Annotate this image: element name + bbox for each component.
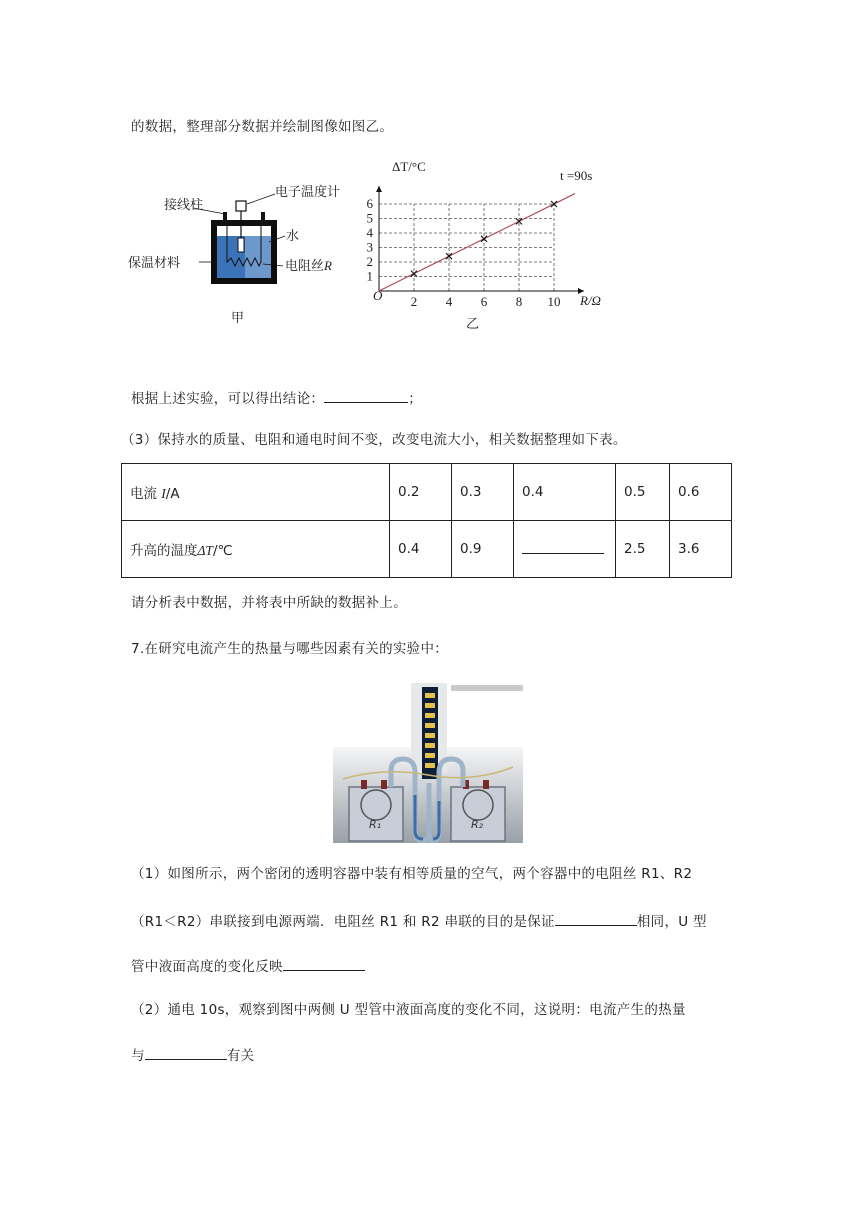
q7-2-blank[interactable]	[145, 1046, 227, 1060]
q7-1-line3-text: 管中液面高度的变化反映	[131, 959, 283, 975]
container-right	[451, 787, 505, 841]
table-row	[122, 521, 732, 578]
table-cell: 0.2	[390, 464, 452, 521]
table-cell: 2.5	[616, 521, 670, 578]
table-row1-label: 电流 I/A	[122, 464, 390, 521]
q7-1-line2-text-b: 相同，U 型	[636, 914, 707, 930]
table-row	[122, 464, 732, 521]
label-resistor: 电阻丝	[285, 259, 325, 274]
q7-1-line2	[131, 912, 707, 931]
q7-1-line1: （1）如图所示，两个密闭的透明容器中装有相等质量的空气，两个容器中的电阻丝 R1、R2	[131, 866, 693, 882]
table-cell: 0.6	[670, 464, 732, 521]
x-tick-label: 10	[547, 294, 561, 309]
table-cell: 0.4	[390, 521, 452, 578]
q7-1-line2-text-a: （R1＜R2）串联接到电源两端．电阻丝 R1 和 R2 串联的目的是保证	[131, 914, 555, 930]
label-resistor-symbol: R	[324, 258, 332, 273]
table-note: 请分析表中数据，并将表中所缺的数据补上。	[131, 595, 407, 611]
q7-2-line2-text-b: 有关	[226, 1048, 255, 1064]
x-tick-label: 8	[515, 294, 523, 309]
q7-1-line3	[131, 957, 365, 976]
figure-jia-caption: 甲	[231, 311, 245, 326]
q7-title: 7.在研究电流产生的热量与哪些因素有关的实验中：	[131, 641, 449, 657]
y-axis-arrow	[376, 186, 382, 192]
conclusion-blank[interactable]	[324, 389, 408, 403]
photo-label-r1: R₁	[369, 818, 382, 831]
q3-text: （3）保持水的质量、电阻和通电时间不变，改变电流大小，相关数据整理如下表。	[121, 432, 627, 448]
table-cell: 0.5	[616, 464, 670, 521]
u-tube-apparatus-photo	[333, 683, 523, 843]
thermometer-box	[236, 201, 246, 211]
chart-origin-label: O	[373, 288, 383, 303]
table-answer-blank[interactable]	[522, 540, 604, 554]
chart-annotation: t =90s	[560, 168, 593, 183]
photo-label-r2: R₂	[471, 818, 484, 831]
q7-2-line2-text-a: 与	[131, 1048, 145, 1064]
y-tick-label: 6	[366, 196, 373, 211]
q7-2-line1: （2）通电 10s，观察到图中两侧 U 型管中液面高度的变化不同，这说明：电流产生的热量	[131, 1002, 686, 1018]
figure-yi-chart	[360, 150, 620, 335]
conclusion-suffix: ；	[408, 391, 423, 407]
table-cell: 0.4	[514, 464, 616, 521]
x-tick-label: 4	[445, 294, 453, 309]
y-tick-label: 4	[366, 225, 373, 240]
y-tick-label: 1	[366, 268, 373, 284]
chart-ylabel: ΔT/°C	[392, 159, 426, 174]
chart-caption: 乙	[466, 317, 480, 332]
conclusion-line	[131, 389, 422, 408]
table-cell: 0.3	[452, 464, 514, 521]
q7-2-line2	[131, 1046, 254, 1065]
y-tick-label: 2	[366, 254, 373, 269]
q7-1-blank-1[interactable]	[555, 912, 637, 926]
label-thermometer: 电子温度计	[275, 185, 341, 200]
container-left	[349, 787, 403, 841]
table-cell: 3.6	[670, 521, 732, 578]
chart-ticks	[367, 196, 561, 309]
table-cell: 0.9	[452, 521, 514, 578]
y-tick-label: 3	[366, 239, 373, 255]
label-water: 水	[286, 229, 300, 244]
table-row2-label: 升高的温度ΔT/℃	[122, 521, 390, 578]
data-table	[121, 463, 732, 578]
x-tick-label: 2	[410, 294, 418, 309]
intro-text: 的数据，整理部分数据并绘制图像如图乙。	[131, 119, 394, 135]
figure-jia-apparatus	[125, 180, 355, 330]
chart-xlabel: R/Ω	[580, 293, 601, 308]
y-tick-label: 5	[366, 210, 373, 226]
label-terminal: 接线柱	[164, 198, 204, 213]
table-blank-cell[interactable]	[514, 521, 616, 578]
q7-1-blank-2[interactable]	[283, 957, 365, 971]
svg-text:电阻丝R	[285, 258, 332, 274]
conclusion-prefix: 根据上述实验，可以得出结论：	[131, 391, 325, 407]
x-tick-label: 6	[480, 294, 488, 309]
terminal-right	[261, 212, 265, 222]
label-insulation: 保温材料	[128, 256, 181, 271]
